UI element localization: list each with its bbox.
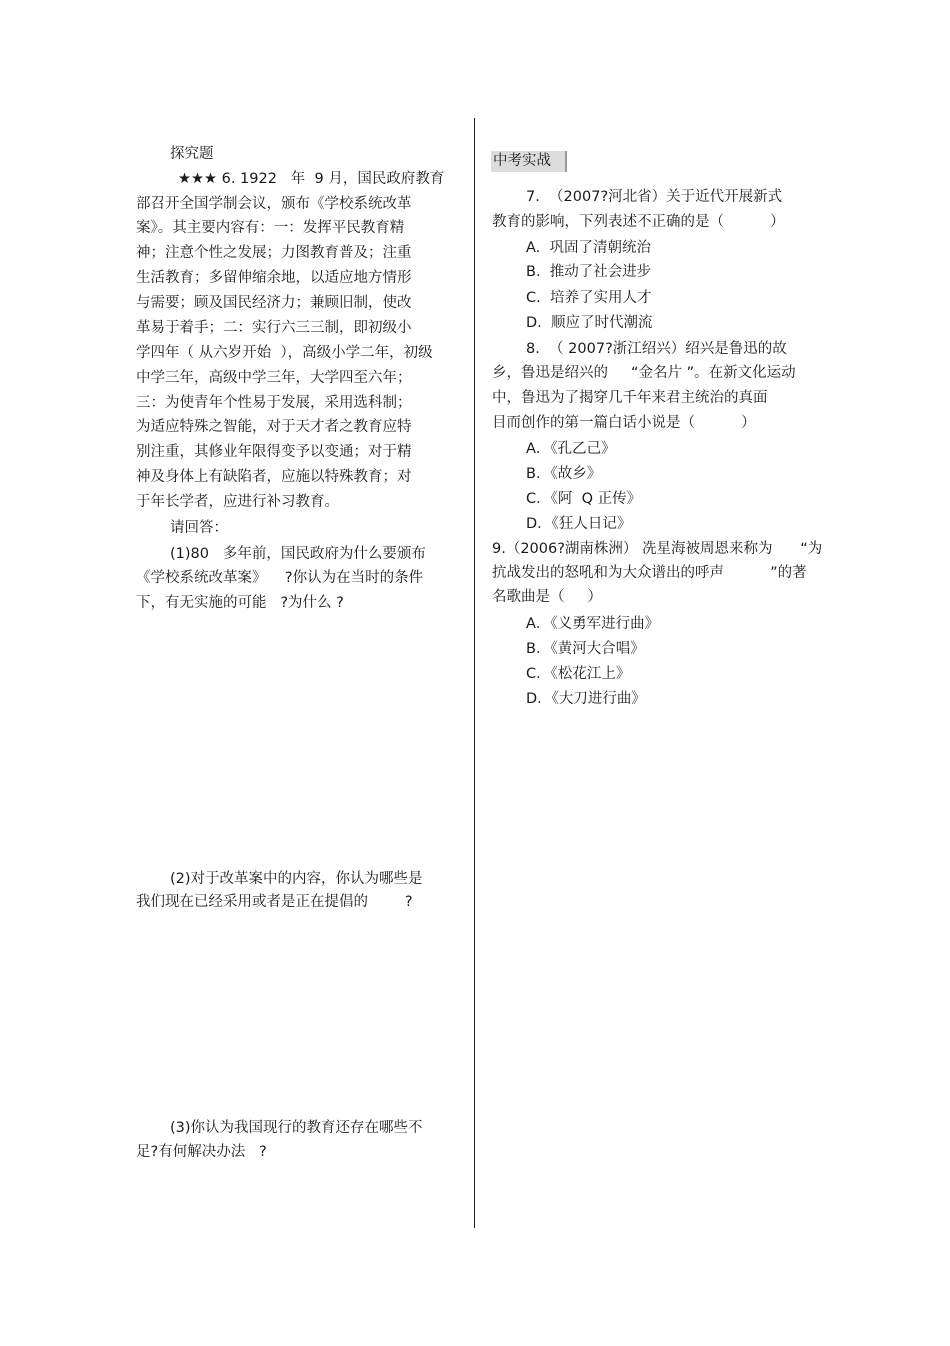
- q9-stem-line: 抗战发出的怒吼和为大众谱出的呼声 ”的著: [492, 565, 807, 581]
- q7-stem-line: 7. （2007?河北省）关于近代开展新式: [526, 189, 783, 205]
- sub3-line: 足?有何解决办法 ?: [136, 1144, 267, 1160]
- q6-line: 三：为使青年个性易于发展，采用选科制；: [136, 395, 412, 411]
- q6-line: 部召开全国学制会议，颁布《学校系统改革: [136, 196, 412, 212]
- q6-line: 别注重，其修业年限得变予以变通；对于精: [136, 444, 412, 460]
- q9-stem-line: 名歌曲是（ ）: [492, 589, 603, 605]
- q9-option-a: A．《义勇军进行曲》: [526, 616, 660, 632]
- q8-stem-line: 中，鲁迅为了揭穿几千年来君主统治的真面: [492, 390, 768, 406]
- sub2-line: (2)对于改革案中的内容，你认为哪些是: [170, 871, 423, 887]
- q6-line: 神及身体上有缺陷者，应施以特殊教育；对: [136, 469, 412, 485]
- q6-line: 于年长学者，应进行补习教育。: [136, 494, 339, 510]
- q6-line: 神；注意个性之发展；力图教育普及；注重: [136, 245, 412, 261]
- q7-option-c: C. 培养了实用人才: [526, 290, 652, 306]
- q8-stem-line: 8. （ 2007?浙江绍兴）绍兴是鲁迅的故: [526, 341, 787, 357]
- column-divider: [474, 118, 475, 1228]
- q8-option-a: A．《孔乙己》: [526, 441, 616, 457]
- q8-stem-line: 乡，鲁迅是绍兴的 “金名片 ”。在新文化运动: [492, 365, 796, 381]
- q8-option-c: C．《阿 Q 正传》: [526, 491, 642, 507]
- q7-option-b: B. 推动了社会进步: [526, 264, 652, 280]
- q8-stem-line: 目而创作的第一篇白话小说是（ ）: [492, 415, 756, 431]
- sub2-line: 我们现在已经采用或者是正在提倡的 ?: [136, 894, 413, 910]
- q7-stem-line: 教育的影响，下列表述不正确的是（ ）: [492, 214, 785, 230]
- q6-line: 与需要；顾及国民经济力；兼顾旧制，使改: [136, 295, 412, 311]
- sub3-line: (3)你认为我国现行的教育还存在哪些不: [170, 1120, 423, 1136]
- sub1-line: 下，有无实施的可能 ?为什么 ?: [136, 595, 344, 611]
- sub1-line: (1)80 多年前，国民政府为什么要颁布: [170, 546, 426, 562]
- q7-option-a: A. 巩固了清朝统治: [526, 240, 651, 256]
- section-title-text: 中考实战: [493, 153, 551, 169]
- q6-line: 革易于着手；二：实行六三三制，即初级小: [136, 320, 412, 336]
- q8-option-d: D．《狂人日记》: [526, 516, 632, 532]
- q9-option-d: D．《大刀进行曲》: [526, 691, 646, 707]
- section-title-exam: [491, 151, 567, 172]
- q7-option-d: D. 顺应了时代潮流: [526, 315, 653, 331]
- q9-stem-line: 9.（2006?湖南株洲） 冼星海被周恩来称为 “为: [492, 541, 823, 557]
- q9-option-c: C．《松花江上》: [526, 666, 631, 682]
- q6-line: 学四年（ 从六岁开始 ），高级小学二年，初级: [136, 345, 433, 361]
- q6-line: 生活教育；多留伸缩余地，以适应地方情形: [136, 270, 412, 286]
- sub1-line: 《学校系统改革案》 ?你认为在当时的条件: [136, 570, 424, 586]
- q6-line: 为适应特殊之智能，对于天才者之教育应特: [136, 419, 412, 435]
- answer-prompt: 请回答：: [170, 520, 228, 536]
- q6-line: 中学三年，高级中学三年，大学四至六年；: [136, 370, 412, 386]
- q6-line: 案》。其主要内容有：一：发挥平民教育精: [136, 220, 405, 236]
- section-heading-explore: 探究题: [170, 146, 214, 162]
- q9-option-b: B．《黄河大合唱》: [526, 641, 645, 657]
- q6-line: ★★★ 6. 1922 年 9 月，国民政府教育: [178, 171, 445, 187]
- q8-option-b: B．《故乡》: [526, 466, 602, 482]
